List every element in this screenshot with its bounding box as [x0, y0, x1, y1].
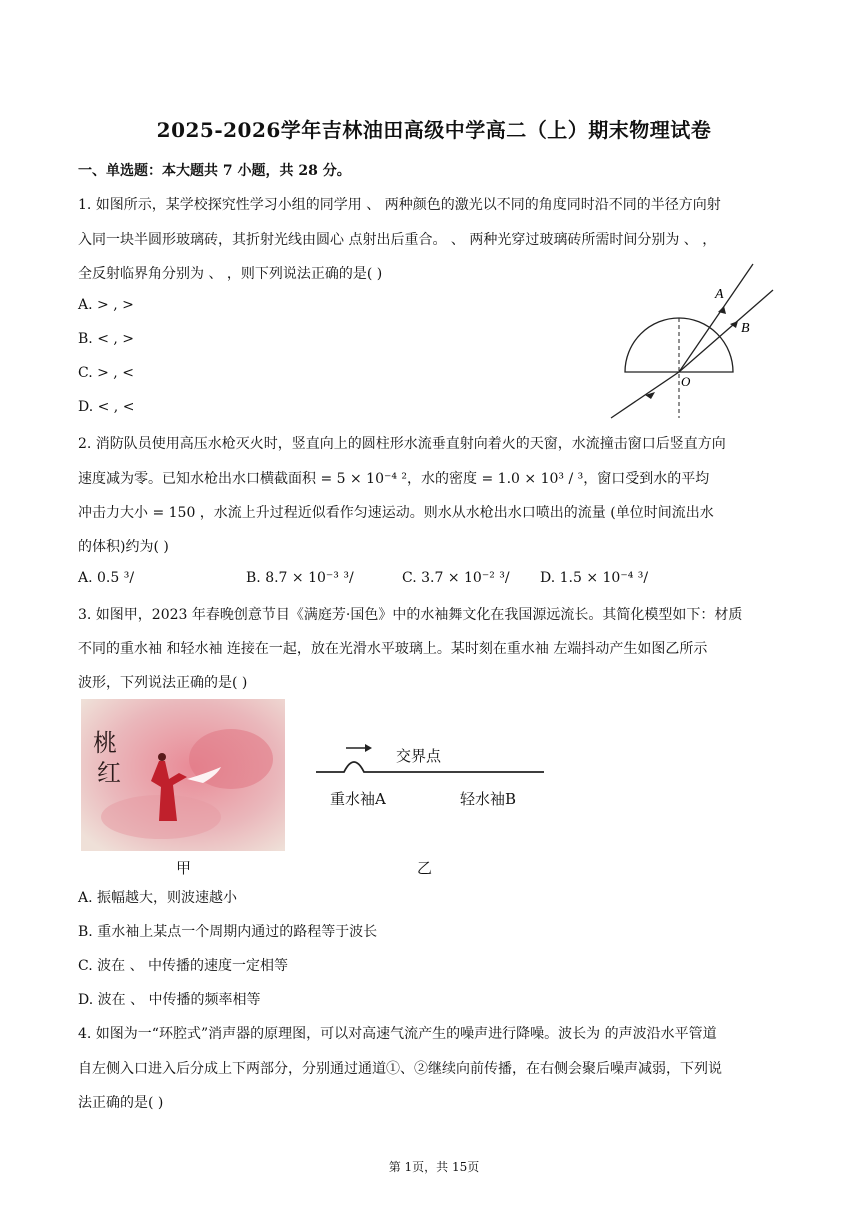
ray-a — [679, 264, 753, 372]
caption-jia: 甲 — [176, 859, 192, 877]
q1-option-b: B. < , > — [78, 331, 134, 347]
q3-option-b: B. 重水袖上某点一个周期内通过的路程等于波长 — [78, 924, 378, 940]
q1-option-c: C. > , < — [78, 365, 134, 381]
light-sleeve-label: 轻水袖B — [460, 790, 517, 808]
photo-calligraphy-1: 桃 — [93, 729, 117, 757]
q3-option-a: A. 振幅越大，则波速越小 — [78, 890, 238, 906]
q1-option-d: D. < , < — [78, 399, 135, 415]
q4-line-1: 4. 如图为一“环腔式”消声器的原理图，可以对高速气流产生的噪声进行降噪。波长为 的声波沿水平管道 — [78, 1026, 717, 1042]
label-b: B — [741, 321, 750, 336]
q1-glass-figure — [605, 262, 785, 422]
q2-line-3: 冲击力大小 = 150 ，水流上升过程近似看作匀速运动。则水从水枪出水口喷出的流量 (单位时间流出水 — [78, 505, 714, 521]
q1-line-2: 入同一块半圆形玻璃砖，其折射光线由圆心 点射出后重合。 、 两种光穿过玻璃砖所需时间分别为 、 ， — [78, 232, 717, 248]
q4-line-3: 法正确的是( ) — [78, 1095, 164, 1111]
q2-line-2: 速度减为零。已知水枪出水口横截面积 = 5 × 10⁻⁴ ²，水的密度 = 1.0 × 10³ / ³，窗口受到水的平均 — [78, 471, 710, 487]
q2-option-d: D. 1.5 × 10⁻⁴ ³/ — [540, 570, 649, 586]
q2-line-1: 2. 消防队员使用高压水枪灭火时，竖直向上的圆柱形水流垂直射向着火的天窗，水流撞击窗口后竖直方向 — [78, 436, 726, 452]
junction-label: 交界点 — [396, 747, 442, 765]
section-heading: 一、单选题：本大题共 7 小题，共 28 分。 — [78, 163, 351, 179]
q3-option-d: D. 波在 、 中传播的频率相等 — [78, 992, 261, 1008]
q3-photo-jia — [81, 699, 285, 851]
label-a: A — [715, 287, 724, 302]
q2-line-4: 的体积)约为( ) — [78, 539, 169, 555]
dancer-head — [158, 753, 166, 761]
caption-yi: 乙 — [417, 859, 433, 877]
page-title: 2025-2026学年吉林油田高级中学高二（上）期末物理试卷 — [156, 118, 712, 142]
q4-line-2: 自左侧入口进入后分成上下两部分，分别通过通道①、②继续向前传播，在右侧会聚后噪声减弱，下列说 — [78, 1061, 722, 1077]
q3-line-2: 不同的重水袖 和轻水袖 连接在一起，放在光滑水平玻璃上。某时刻在重水袖 左端抖动产生如图乙所示 — [78, 641, 708, 657]
q3-option-c: C. 波在 、 中传播的速度一定相等 — [78, 958, 289, 974]
q3-line-1: 3. 如图甲，2023 年春晚创意节目《满庭芳·国色》中的水袖舞文化在我国源远流长。其简化模型如下：材质 — [78, 607, 743, 623]
label-o: O — [681, 374, 691, 389]
q1-option-a: A. > , > — [78, 297, 134, 313]
q3-line-3: 波形，下列说法正确的是( ) — [78, 675, 248, 691]
heavy-sleeve-label: 重水袖A — [330, 790, 386, 808]
arrow-exit — [645, 392, 655, 399]
propagation-arrowhead — [365, 744, 372, 752]
q2-option-b: B. 8.7 × 10⁻³ ³/ — [246, 570, 354, 586]
q1-line-1: 1. 如图所示，某学校探究性学习小组的同学用 、 两种颜色的激光以不同的角度同时沿不同的半径方向射 — [78, 197, 721, 213]
q1-line-3: 全反射临界角分别为 、 ，则下列说法正确的是( ) — [78, 266, 383, 282]
page-footer: 第 1页，共 15页 — [388, 1160, 480, 1174]
q2-option-a: A. 0.5 ³/ — [78, 570, 135, 586]
q2-option-c: C. 3.7 × 10⁻² ³/ — [402, 570, 510, 586]
photo-calligraphy-2: 红 — [97, 759, 121, 787]
